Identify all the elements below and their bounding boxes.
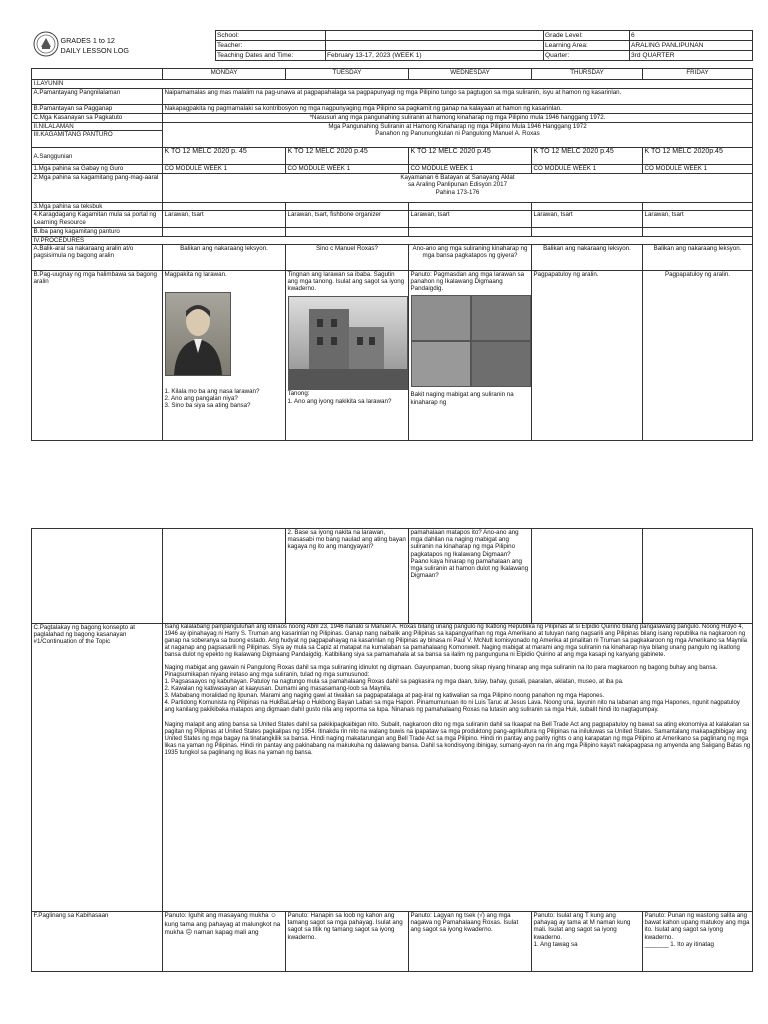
paglinang-label: F.Paglinang sa Kabihasaan xyxy=(32,912,163,972)
mon-b-instruction: Magpakita ng larawan. xyxy=(164,270,227,278)
thu-f: Panuto: Isulat ang T kung ang pahayag ay tama at M naman kung mali. Isulat ang sagot sa iyong kwaderno. 1. Ang tawag sa xyxy=(532,912,643,972)
teacher-value[interactable] xyxy=(325,41,543,51)
war-photo-3 xyxy=(411,341,471,387)
balik-aral-mon: Balikan ang nakaraang leksyon. xyxy=(163,244,286,270)
war-photo-1 xyxy=(411,295,471,341)
sanggunian-fri: K TO 12 MELC 2020p.45 xyxy=(643,148,753,165)
layunin-heading: I.LAYUNIN xyxy=(32,80,753,89)
nilalaman-title: Mga Pangunahing Suliranin at Hamong Kinaharap ng mga Pilipino Mula 1946 Hanggang 1972 xyxy=(328,123,587,130)
day-thursday: THURSDAY xyxy=(532,69,643,80)
wed-b-instruction: Panuto: Pagmasdan ang mga larawan sa panahon ng Ikalawang Digmaang Pandaigdig. xyxy=(410,270,525,293)
mon-f: Panuto: Iguhit ang masayang mukha ☺ kung tama ang pahayag at malungkot na mukha ☹ naman kapag mali ang xyxy=(163,912,286,972)
tue-b-continued: 2. Base sa iyong nakita na larawan, masasabi mo bang naulad ang ating bayan kagaya ng ito ang mangyayari? xyxy=(286,529,409,624)
gabay-tue: CO MODULE WEEK 1 xyxy=(286,165,409,174)
balik-aral-fri: Balikan ang nakaraang leksyon. xyxy=(643,244,753,270)
karagdagang-thu: Larawan, tsart xyxy=(532,211,643,228)
deped-seal-icon xyxy=(33,31,59,57)
thu-b: Pagpapatuloy ng aralin. xyxy=(532,270,643,440)
aklat-pages: Pahina 173-176 xyxy=(435,188,480,196)
teacher-label: Teacher: xyxy=(215,41,325,51)
war-photo-4 xyxy=(471,341,531,387)
pagtalakay-p3: Naging malapit ang ating bansa sa United States dahil sa pakikipagkaibigan nito. Subalit, nagkaroon dito ng mga suliranin dahil sa Ikaapat na Bell Trade Act ang pagpapatuloy ng bawat sa ating ekonomiya at kalakalan sa pagitan ng Pilipinas at United States pagkalipas ng 1954. Itinakda rin nito na walang buwis na ipapataw sa mga produktong pang-agrikultura ng Pilipinas na iniluluwas sa United States. Samantalang makapagbibigay ang United States ng mga bagay na tinatangkilik sa bansa. Hindi naging makatarungan ang Bell Trade Act sa mga Pilipino. Hindi rin pantay ang parity rights o ang karapatan ng mga Pilipino at Amerikano sa paglinang ng mga likas na yaman ng Pilipinas. Hindi rin pantay ang pakinabang na makukuha ng dalawang bansa. Dahil sa kondisyong ibinigay, sumang-ayon na rin ang mga Pilipino kaya't nakapagpasa ng amyenda ang Saligang Batas ng 1935 tungkol sa paglinang ng likas na yaman ng bansa. xyxy=(164,722,751,756)
iba-label: B.Iba pang kagamitang panturo xyxy=(32,228,163,236)
karagdagang-tue: Larawan, tsart, fishbone organizer xyxy=(286,211,409,228)
karagdagang-mon: Larawan, tsart xyxy=(163,211,286,228)
day-friday: FRIDAY xyxy=(643,69,753,80)
paghahabi-label: B.Pag-uugnay ng mga halimbawa sa bagong aralin xyxy=(32,270,163,440)
kagamitang-mag-aaral-label: 2.Mga pahina sa kagamitang pang-mag-aaral xyxy=(32,174,163,203)
dates-label: Teaching Dates and Time: xyxy=(215,51,325,61)
grade-value[interactable]: 6 xyxy=(629,31,752,41)
wed-f: Panuto: Lagyan ng tsek (√) ang mga nagawa ng Pamahalaang Roxas. Isulat ang sagot sa iyong kwaderno. xyxy=(409,912,532,972)
karagdagang-label: 4.Karagdagang Kagamitan mula sa portal ng Learning Resource xyxy=(32,211,163,228)
ruins-icon xyxy=(289,297,407,389)
aklat-title: Kayamanan 6 Batayan at Sanayang Aklat xyxy=(400,174,515,182)
sanggunian-label: A.Sanggunian xyxy=(32,148,163,165)
sanggunian-wed: K TO 12 MELC 2020 p.45 xyxy=(409,148,532,165)
tue-b-question: Tanong: 1. Ano ang iyong nakikita sa larawan? xyxy=(287,390,392,405)
kasanayan-text: *Nasusuri ang mga pangunahing suliranin at hamong kinaharap ng mga Pilipino mula 1946 hanggang 1972. xyxy=(163,114,753,123)
quarter-label: Quarter: xyxy=(543,51,629,61)
wed-b-continued: pamahalaan matapos ito? Ano-ano ang mga dahilan na naging mabigat ang suliranin na kinaharap ng mga Pilipino pagkatapos ng Ikalawang Digmaan? Paano kaya hinarap ng pamahalaan ang mga suliranin at hamon dulot ng Ikalawang Digmaan? xyxy=(409,529,532,624)
pagtalakay-p2: Naging mabigat ang gawain ni Pangulong Roxas dahil sa mga suliraning idinulot ng digmaan. Gayunpaman, buong sikap niyang hinarap ang mga suliranin na ito para magkaroon ng bagong buhay ang bansa. Pinagsumikapan niyang iretaso ang mga suliranin, tulad ng mga sumusunod: 1. Pagsasaayos ng kabuhayan. Patuloy na nagtungo mula sa pamahalaang Roxas dahil sa pagkasira ng mga daan, tulay, bahay, gusali, paaralan, aklatan, museo, at iba pa. 2. Kawalan ng katiwasayan at kaayusan. Dumami ang masasamang-loob sa Maynila. 3. Mababang moralidad ng lipunan. Marami ang naging gawi at tiwalian sa pagpapatalaga at pag-iiral ng katiwalian sa mga Pilipino noong panahon ng mga Hapones. 4. Partidong Komunista ng Pilipinas na HukBaLaHap o Hukbong Bayan Laban sa mga Hapon. Pinamumunuan ito ni Luis Taruc at Jesus Lava. Noong una, layunin nito na labanan ang mga Hapones, ngunit nagpatuloy ang kanilang pakikibaka matapos ang digmaan dahil gusto nila ang reporma sa lupa. Ninanais ng pamahalaang Roxas na lutasin ang suliranin sa mga Huk, subalit hindi ito nagtagumpay. xyxy=(164,665,740,713)
nilalaman-label: II.NILALAMAN xyxy=(32,123,163,131)
school-value[interactable] xyxy=(325,31,543,41)
day-tuesday: TUESDAY xyxy=(286,69,409,80)
pagtalakay-label: C.Pagtalakay ng bagong konsepto at paglalahad ng bagong kasanayan #1/Continuation of the Topic xyxy=(32,624,163,912)
procedures-heading: IV.PROCEDURES xyxy=(32,236,753,244)
pagtalakay-p1: Isang kalalabang pampanguluhan ang idinaos noong Abril 23, 1946 nanalo si Manuel A. Roxas bilang unang pangulo ng Ikatlong Republika ng Pilipinas at si Elpidio Quirino bilang pangalawang pangulo. Noong Hulyo 4, 1946 ay ipinahayag ni Harry S. Truman ang kasarinlan ng Pilipinas. Ganap nang naibalik ang Pilipinas sa kapangyarihan ng mga Amerikano at tuluyan nang nagsarili ang Pilipinas bilang isang republika na nagkaroon ng ganap na soberanya sa buong estado. Ang hudyat ng pagpapahayag na kasarinlan ng Pilipinas ay binasa ni Paul V. McNutt komisyonado ng Amerika at pinalitan ni Truman sa pagkakaroon ng mga Amerikano sa Maynila at naganap ang pagsasarili ng Pilipinas. Siya ay mula sa Capiz at matapat na kumalaban sa pamahalaang Komonwelt. Naging mabigat at marami ang mga suliranin na kinaharap niya bilang unang pangulo ng ikatlong bansa dulot ng epekto ng Ikalawang Digmaang Pandaigdig. Katibiliang siya sa pamamahala at sa bansa sa ilalim ng pangunguna ni Elpidio Quirino at ang mga kasapi ng kanyang gabinete. xyxy=(164,624,747,658)
karagdagang-fri: Larawan, tsart xyxy=(643,211,753,228)
balik-aral-tue: Sino c Manuel Roxas? xyxy=(286,244,409,270)
sanggunian-tue: K TO 12 MELC 2020 p.45 xyxy=(286,148,409,165)
ruined-building-photo xyxy=(288,296,408,390)
kasanayan-label: C.Mga Kasanayan sa Pagkatuto xyxy=(32,114,163,123)
gabay-mon: CO MODULE WEEK 1 xyxy=(163,165,286,174)
grade-label: Grade Level: xyxy=(543,31,629,41)
day-monday: MONDAY xyxy=(163,69,286,80)
teksbuk-label: 3.Mga pahina sa teksbuk xyxy=(32,203,163,211)
roxas-portrait-photo xyxy=(165,292,231,376)
war-photo-collage xyxy=(411,295,529,385)
wed-b-question: Bakit naging mabigat ang suliranin na kinaharap ng xyxy=(410,391,514,406)
fri-f: Panuto: Punan ng wastong salita ang bawat kahon upang matukoy ang mga ito. Isulat ang sagot sa iyong kwaderno. _______ 1. Ito ay itinatag xyxy=(643,912,753,972)
sanggunian-mon: K TO 12 MELC 2020 p. 45 xyxy=(163,148,286,165)
lesson-table xyxy=(31,68,753,441)
war-photo-2 xyxy=(471,295,531,341)
portrait-figure-icon xyxy=(166,293,230,375)
sanggunian-thu: K TO 12 MELC 2020 p.45 xyxy=(532,148,643,165)
aklat-edition: sa Araling Panlipunan Edisyon 2017 xyxy=(407,181,508,189)
school-label: School: xyxy=(215,31,325,41)
kagamitan-label: III.KAGAMITANG PANTURO xyxy=(32,131,163,148)
quarter-value[interactable]: 3rd QUARTER xyxy=(629,51,752,61)
balik-aral-thu: Balikan ang nakaraang leksyon. xyxy=(532,244,643,270)
pamantayang-pangnilalaman-text: Naipamamalas ang mas malalim na pag-unawa at pagpapahalaga sa pagpapunyagi ng mga Pilipino tungo sa pagtugon sa mga suliranin, isyu at hamon ng kasarinlan. xyxy=(163,89,753,105)
gabay-thu: CO MODULE WEEK 1 xyxy=(532,165,643,174)
lesson-table-continued xyxy=(31,528,753,972)
fri-b: Pagpapatuloy ng aralin. xyxy=(643,270,753,440)
title-dll: DAILY LESSON LOG xyxy=(60,45,129,55)
area-label: Learning Area: xyxy=(543,41,629,51)
deped-logo xyxy=(31,31,59,61)
title-grades: GRADES 1 to 12 xyxy=(60,35,115,45)
karagdagang-wed: Larawan, tsart xyxy=(409,211,532,228)
gabay-wed: CO MODULE WEEK 1 xyxy=(409,165,532,174)
mon-b-questions: 1. Kilala mo ba ang nasa larawan? 2. Ano ang pangalan niya? 3. Sino ba siya sa ating bansa? xyxy=(164,388,260,410)
tue-f: Panuto: Hanapin sa loob ng kahon ang tamang sagot sa mga pahayag. Isulat ang sagot sa titik ng tamang sagot sa iyong kwaderno. xyxy=(286,912,409,972)
balik-aral-label: A.Balik-aral sa nakaraang aralin at/o pagsisimula ng bagong aralin xyxy=(32,244,163,270)
header-table xyxy=(31,30,753,61)
nilalaman-subtitle: Panahon ng Panunungkulan ni Pangulong Manuel A. Roxas xyxy=(375,130,540,138)
dates-value[interactable]: February 13-17, 2023 (WEEK 1) xyxy=(325,51,543,61)
pamantayan-pagganap-text: Nakapagpakita ng pagmamalaki sa kontribosyon ng mga nagpunyaging mga Pilipino sa pagkamit ng ganap na kalayaan at hamon ng kasarinlan. xyxy=(163,105,753,114)
nilalaman-text xyxy=(163,123,753,148)
tue-b-instruction: Tingnan ang larawan sa ibaba. Sagutin ang mga tanong. Isulat ang sagot sa iyong kwaderno. xyxy=(287,270,405,293)
pamantayang-pangnilalaman-label: A.Pamantayang Pangnilalaman xyxy=(32,89,163,105)
day-wednesday: WEDNESDAY xyxy=(409,69,532,80)
gabay-fri: CO MODULE WEEK 1 xyxy=(643,165,753,174)
area-value[interactable]: ARALING PANLIPUNAN xyxy=(629,41,752,51)
balik-aral-wed: Ano-ano ang mga suliraning kinaharap ng mga bansa pagkatapos ng giyera? xyxy=(409,244,532,270)
pamantayan-pagganap-label: B.Pamantayan sa Pagganap xyxy=(32,105,163,114)
gabay-label: 1.Mga pahina sa Gabay ng Guro xyxy=(32,165,163,174)
